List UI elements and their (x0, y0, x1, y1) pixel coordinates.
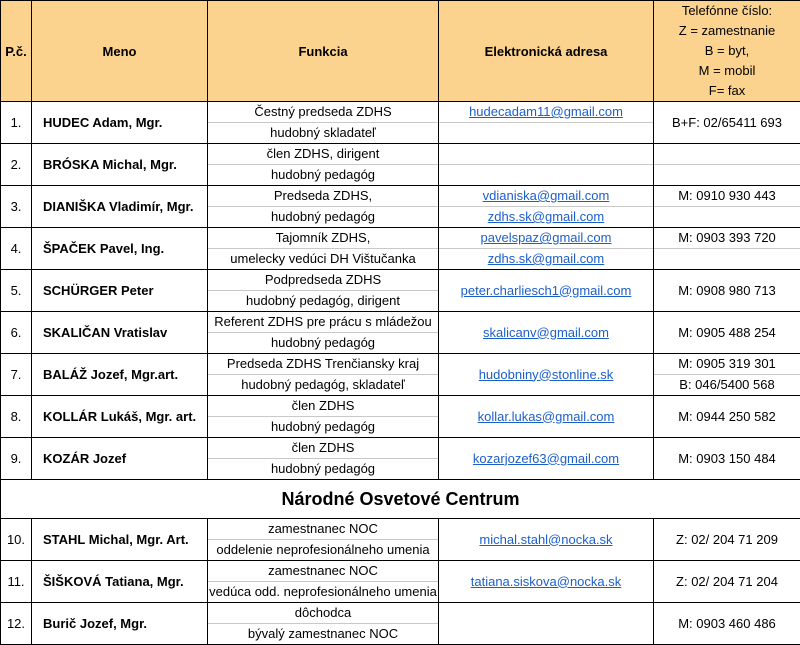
row-email (439, 270, 654, 312)
row-index: 8. (1, 396, 32, 438)
row-phone (654, 186, 800, 228)
function-line: vedúca odd. neprofesionálneho umenia (208, 581, 438, 602)
row-function (208, 144, 439, 186)
function-line: člen ZDHS, dirigent (208, 144, 438, 164)
row-index: 3. (1, 186, 32, 228)
email-line (439, 614, 653, 634)
function-line: hudobný pedagóg, dirigent (208, 290, 438, 311)
table-row (1, 396, 800, 438)
table-row (1, 519, 800, 561)
table-row (1, 102, 800, 144)
row-phone (654, 438, 800, 480)
function-line: hudobný pedagóg (208, 206, 438, 227)
section-title: Národné Osvetové Centrum (1, 480, 800, 519)
function-line: bývalý zamestnanec NOC (208, 623, 438, 644)
row-email (439, 396, 654, 438)
row-email (439, 603, 654, 645)
row-index: 10. (1, 519, 32, 561)
phone-line: M: 0908 980 713 (654, 281, 800, 301)
table-row (1, 270, 800, 312)
row-phone (654, 144, 800, 186)
phone-line (654, 164, 800, 185)
row-name: HUDEC Adam, Mgr. (32, 102, 208, 144)
phone-line: M: 0903 460 486 (654, 614, 800, 634)
row-index: 11. (1, 561, 32, 603)
header-email: Elektronická adresa (439, 1, 654, 102)
row-name: ŠPAČEK Pavel, Ing. (32, 228, 208, 270)
email-line (439, 530, 653, 550)
row-index: 9. (1, 438, 32, 480)
row-index: 4. (1, 228, 32, 270)
phone-line: M: 0944 250 582 (654, 407, 800, 427)
row-phone (654, 228, 800, 270)
row-index: 12. (1, 603, 32, 645)
row-name: STAHL Michal, Mgr. Art. (32, 519, 208, 561)
function-line: Predseda ZDHS Trenčiansky kraj (208, 354, 438, 374)
table-row (1, 186, 800, 228)
email-link[interactable]: pavelspaz@gmail.com (481, 230, 612, 245)
row-name: KOZÁR Jozef (32, 438, 208, 480)
phone-line: B+F: 02/65411 693 (654, 113, 800, 133)
header-row (1, 1, 800, 102)
email-link[interactable]: kollar.lukas@gmail.com (478, 409, 615, 424)
row-email (439, 561, 654, 603)
email-link[interactable]: hudecadam11@gmail.com (469, 104, 623, 119)
row-phone (654, 312, 800, 354)
email-line (439, 164, 653, 185)
row-email (439, 228, 654, 270)
function-line: zamestnanec NOC (208, 519, 438, 539)
function-line: hudobný pedagóg (208, 416, 438, 437)
phone-line (654, 144, 800, 164)
function-line: člen ZDHS (208, 438, 438, 458)
row-function (208, 519, 439, 561)
email-line (439, 102, 653, 122)
header-meno: Meno (32, 1, 208, 102)
phone-line: M: 0910 930 443 (654, 186, 800, 206)
header-pc: P.č. (1, 1, 32, 102)
email-line (439, 186, 653, 206)
table-row (1, 603, 800, 645)
row-name: SKALIČAN Vratislav (32, 312, 208, 354)
function-line: oddelenie neprofesionálneho umenia (208, 539, 438, 560)
function-line: hudobný pedagóg, skladateľ (208, 374, 438, 395)
row-function (208, 561, 439, 603)
phone-line (654, 248, 800, 269)
function-line: hudobný pedagóg (208, 332, 438, 353)
row-function (208, 438, 439, 480)
table-row (1, 228, 800, 270)
email-link[interactable]: zdhs.sk@gmail.com (488, 209, 605, 224)
row-function (208, 102, 439, 144)
row-email (439, 354, 654, 396)
email-line (439, 365, 653, 385)
email-line (439, 572, 653, 592)
phone-line: B: 046/5400 568 (654, 374, 800, 395)
row-phone (654, 396, 800, 438)
phone-line: M: 0903 393 720 (654, 228, 800, 248)
email-link[interactable]: hudobniny@stonline.sk (479, 367, 614, 382)
row-email (439, 438, 654, 480)
row-function (208, 354, 439, 396)
row-name: BRÓSKA Michal, Mgr. (32, 144, 208, 186)
function-line: Referent ZDHS pre prácu s mládežou (208, 312, 438, 332)
row-function (208, 270, 439, 312)
row-phone (654, 102, 800, 144)
row-name: SCHÜRGER Peter (32, 270, 208, 312)
email-line (439, 323, 653, 343)
phone-line: M: 0903 150 484 (654, 449, 800, 469)
email-line (439, 407, 653, 427)
function-line: hudobný pedagóg (208, 458, 438, 479)
function-line: Čestný predseda ZDHS (208, 102, 438, 122)
phone-line (654, 206, 800, 227)
email-line (439, 122, 653, 143)
row-function (208, 396, 439, 438)
row-name: BALÁŽ Jozef, Mgr.art. (32, 354, 208, 396)
row-phone (654, 270, 800, 312)
row-phone (654, 354, 800, 396)
row-index: 7. (1, 354, 32, 396)
email-line (439, 228, 653, 248)
row-email (439, 186, 654, 228)
function-line: Podpredseda ZDHS (208, 270, 438, 290)
row-function (208, 312, 439, 354)
email-line (439, 281, 653, 301)
row-index: 2. (1, 144, 32, 186)
email-link[interactable]: zdhs.sk@gmail.com (488, 251, 605, 266)
function-line: zamestnanec NOC (208, 561, 438, 581)
row-index: 6. (1, 312, 32, 354)
table-row (1, 312, 800, 354)
email-line (439, 449, 653, 469)
header-phone-line: Telefónne číslo: (654, 1, 800, 21)
header-phone (654, 1, 800, 102)
row-index: 1. (1, 102, 32, 144)
table-row (1, 144, 800, 186)
row-function (208, 603, 439, 645)
row-function (208, 228, 439, 270)
header-phone-line: M = mobil (654, 61, 800, 81)
row-index: 5. (1, 270, 32, 312)
header-phone-line: Z = zamestnanie (654, 21, 800, 41)
table-row (1, 561, 800, 603)
table-body (1, 102, 800, 645)
email-link[interactable]: michal.stahl@nocka.sk (479, 532, 612, 547)
email-link[interactable]: tatiana.siskova@nocka.sk (471, 574, 622, 589)
email-link[interactable]: skalicanv@gmail.com (483, 325, 609, 340)
table-row (1, 354, 800, 396)
function-line: hudobný skladateľ (208, 122, 438, 143)
phone-line: M: 0905 488 254 (654, 323, 800, 343)
header-phone-line: F= fax (654, 81, 800, 101)
row-email (439, 519, 654, 561)
row-name: Burič Jozef, Mgr. (32, 603, 208, 645)
phone-line: Z: 02/ 204 71 204 (654, 572, 800, 592)
row-phone (654, 519, 800, 561)
header-funkcia: Funkcia (208, 1, 439, 102)
row-function (208, 186, 439, 228)
section-row (1, 480, 800, 519)
function-line: člen ZDHS (208, 396, 438, 416)
header-phone-line: B = byt, (654, 41, 800, 61)
email-line (439, 206, 653, 227)
row-name: ŠIŠKOVÁ Tatiana, Mgr. (32, 561, 208, 603)
function-line: umelecky vedúci DH Vištučanka (208, 248, 438, 269)
function-line: dôchodca (208, 603, 438, 623)
function-line: Tajomník ZDHS, (208, 228, 438, 248)
function-line: Predseda ZDHS, (208, 186, 438, 206)
row-name: KOLLÁR Lukáš, Mgr. art. (32, 396, 208, 438)
row-email (439, 144, 654, 186)
row-email (439, 102, 654, 144)
email-link[interactable]: peter.charliesch1@gmail.com (461, 283, 632, 298)
row-phone (654, 561, 800, 603)
row-name: DIANIŠKA Vladimír, Mgr. (32, 186, 208, 228)
email-link[interactable]: kozarjozef63@gmail.com (473, 451, 619, 466)
phone-line: Z: 02/ 204 71 209 (654, 530, 800, 550)
email-link[interactable]: vdianiska@gmail.com (483, 188, 610, 203)
row-email (439, 312, 654, 354)
email-line (439, 248, 653, 269)
function-line: hudobný pedagóg (208, 164, 438, 185)
phone-line: M: 0905 319 301 (654, 354, 800, 374)
table-row (1, 438, 800, 480)
email-line (439, 144, 653, 164)
row-phone (654, 603, 800, 645)
